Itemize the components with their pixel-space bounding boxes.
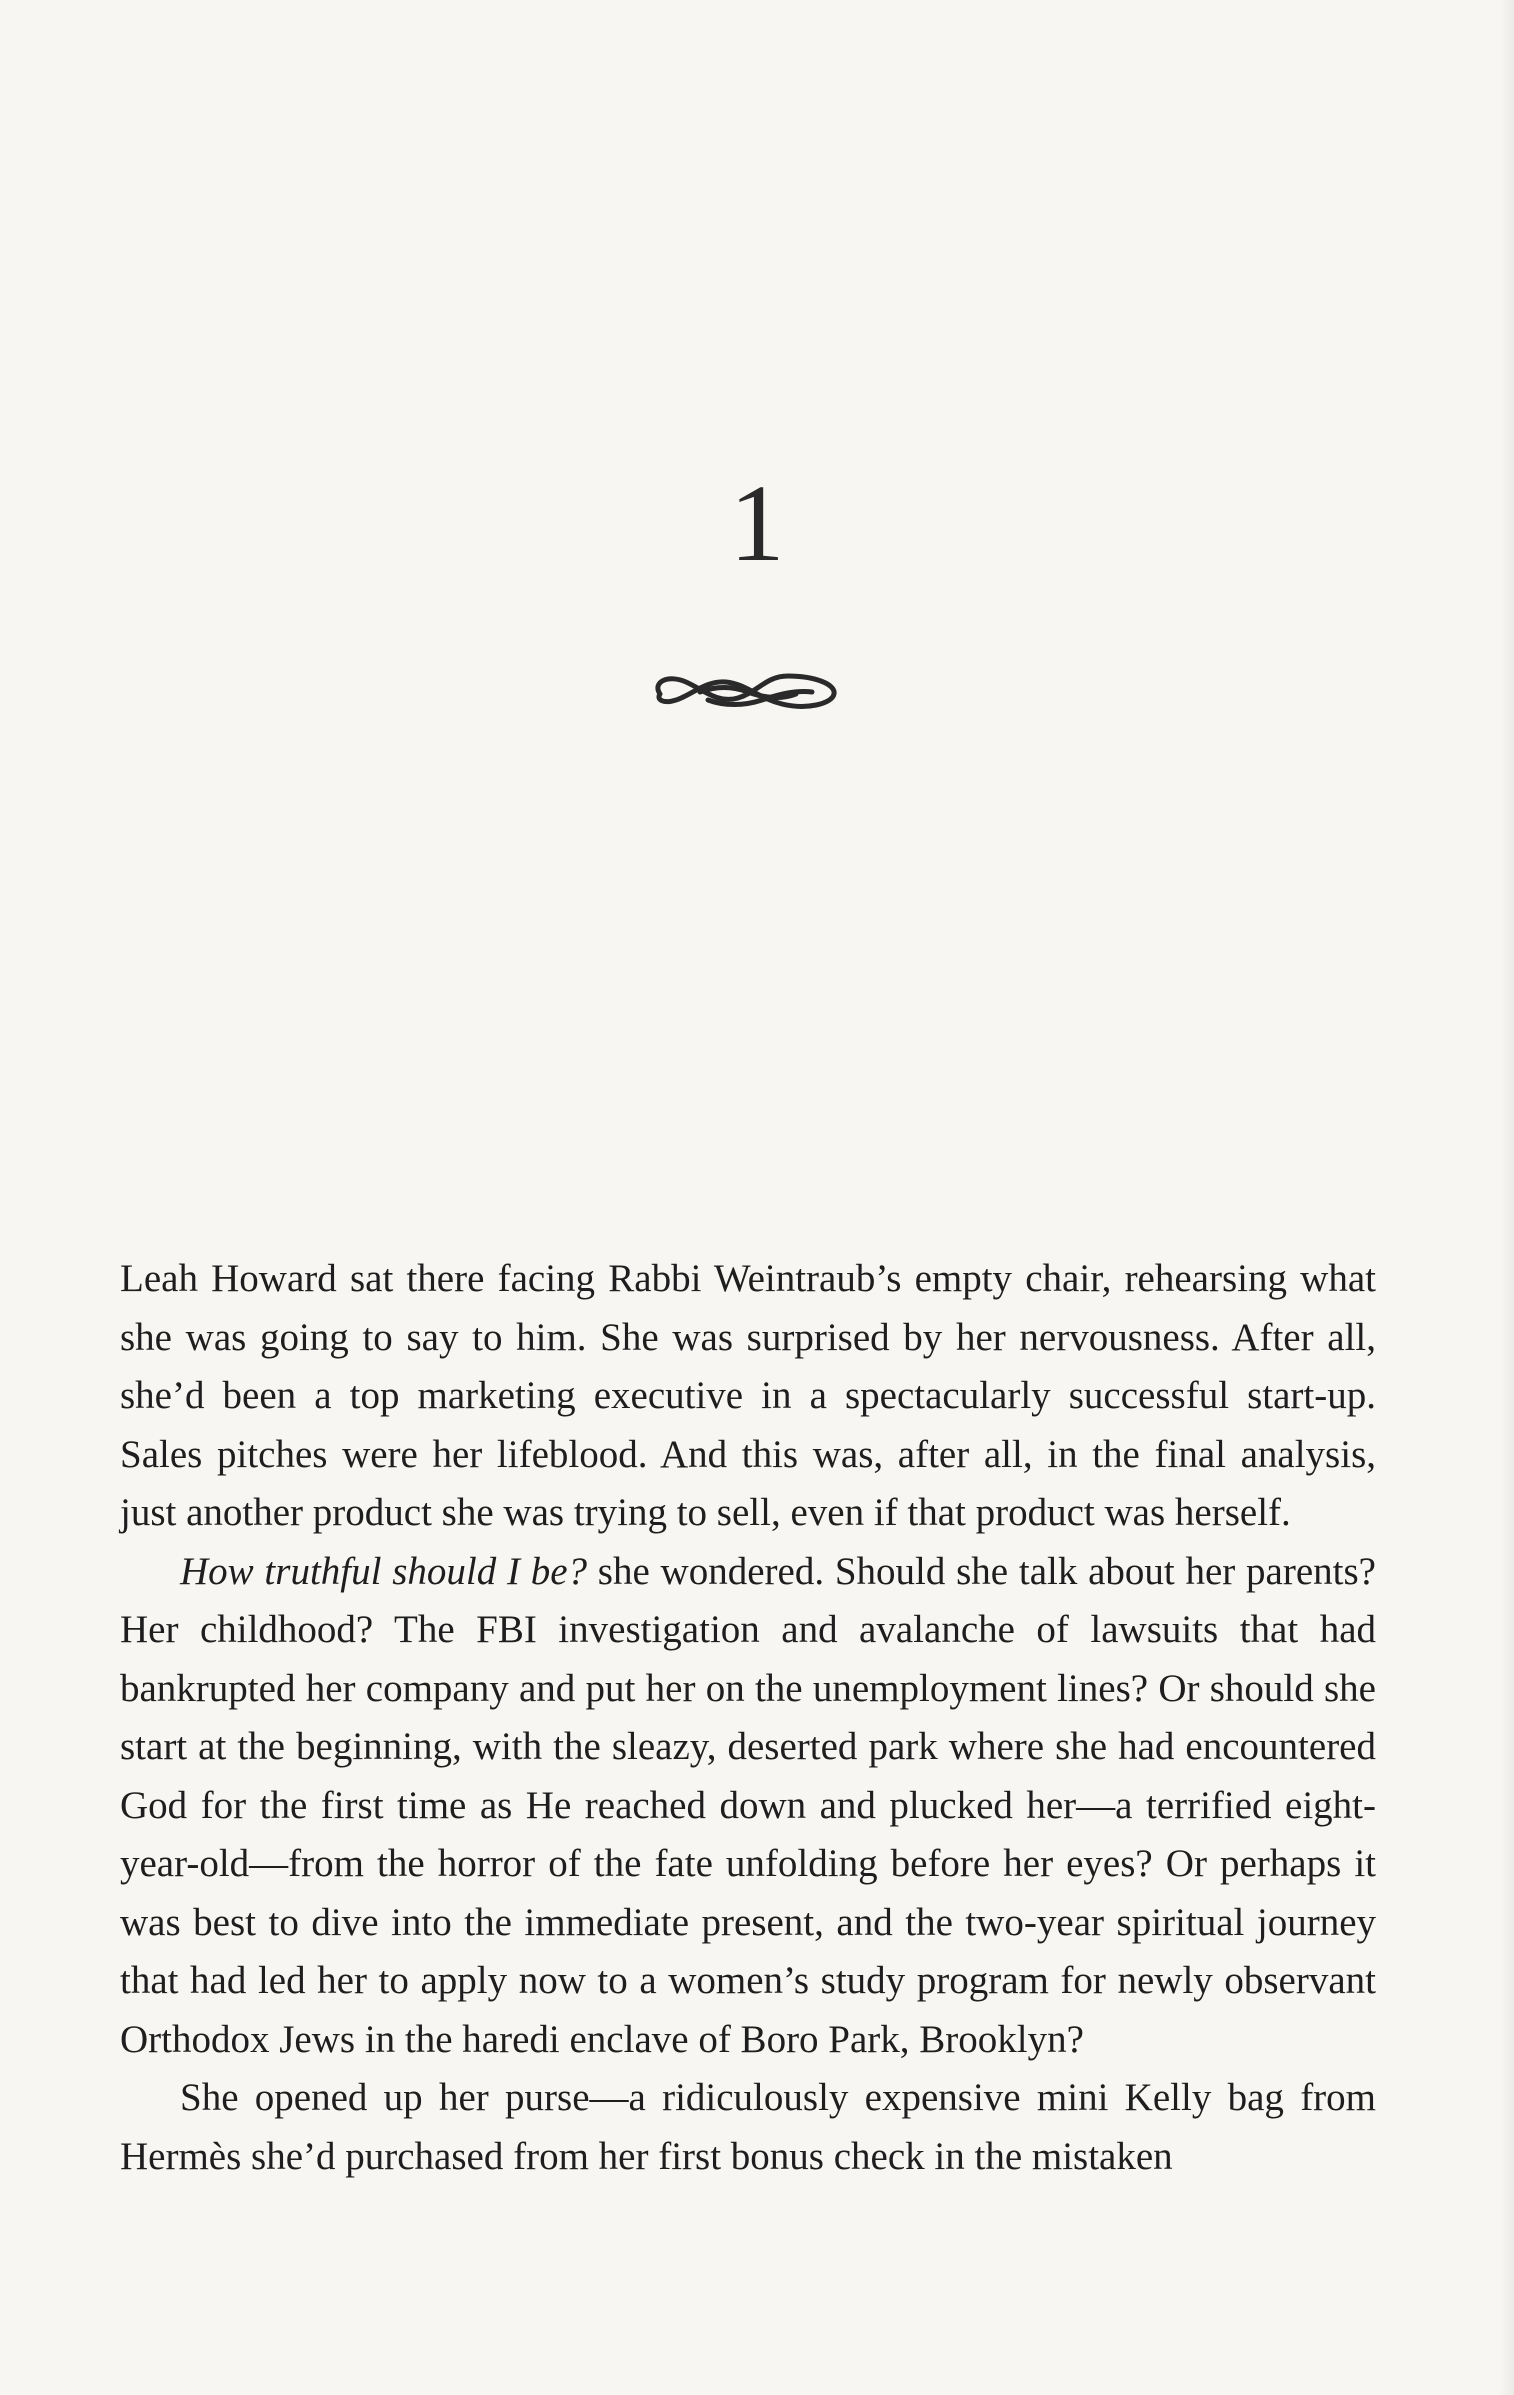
paragraph-text: She opened up her purse—a ridiculously expensive mini Kelly bag from Hermès she’d purchased from her first bonus check in the mistaken <box>120 2076 1376 2178</box>
paragraph-text: she wondered. Should she talk about her parents? Her childhood? The FBI investigation and avalanche of lawsuits that had bankrupted her company and put her on the unemployment lines? Or should she start at the beginning, with the sleazy, deserted park where she had encountered God for the first time as He reached down and plucked her—a terrified eight-year-old—from the horror of the fate unfolding before her eyes? Or perhaps it was best to dive into the immediate present, and the two-year spiritual journey that had led her to apply now to a women’s study program for newly observant Orthodox Jews in the haredi enclave of Boro Park, Brooklyn? <box>120 1549 1376 2061</box>
paragraph-3 <box>120 2069 1376 2186</box>
paragraph-1 <box>120 1250 1376 1543</box>
chapter-body-text <box>120 1250 1376 2186</box>
flourish-ornament-icon <box>646 662 848 720</box>
paragraph-2 <box>120 1543 1376 2070</box>
chapter-number: 1 <box>729 462 785 584</box>
paragraph-text: Leah Howard sat there facing Rabbi Weintraub’s empty chair, rehearsing what she was going to say to him. She was surprised by her nervousness. After all, she’d been a top marketing executive in a spectacularly successful start-up. Sales pitches were her lifeblood. And this was, after all, in the final analysis, just another product she was trying to sell, even if that product was herself. <box>120 1257 1376 1534</box>
page-edge-shadow <box>1500 0 1514 2395</box>
italic-thought: How truthful should I be? <box>180 1549 588 1593</box>
